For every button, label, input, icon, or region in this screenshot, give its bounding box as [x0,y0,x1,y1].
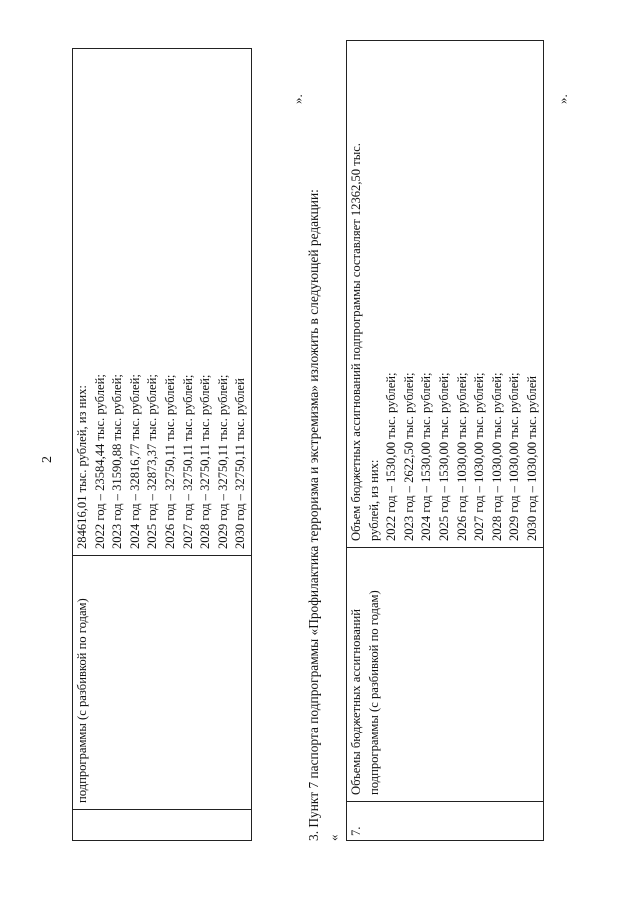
label-cell [73,556,252,810]
funding-table-continued [72,48,252,841]
value-cell [347,41,544,548]
year-line: 2027 год – 32750,11 тыс. рублей; [180,374,195,549]
year-line: 2029 год – 1030,00 тыс. рублей; [507,372,522,541]
year-line: 2029 год – 32750,11 тыс. рублей; [215,374,230,549]
total-text: рублей, из них: [366,459,381,541]
year-line: 2025 год – 1530,00 тыс. рублей; [436,372,451,541]
label-text: подпрограммы (с разбивкой по годам) [75,598,89,803]
row-number: 7. [349,826,363,836]
number-cell [73,810,252,841]
year-line: 2022 год – 1530,00 тыс. рублей; [384,372,399,541]
year-line: 2028 год – 32750,11 тыс. рублей; [198,374,213,549]
total-text: Объем бюджетных ассигнований подпрограммы составляет 12362,50 тыс. [349,143,363,541]
value-cell [73,49,252,556]
year-line: 2024 год – 1530,00 тыс. рублей; [419,372,434,541]
year-line: 2023 год – 2622,50 тыс. рублей; [401,372,416,541]
amendment-paragraph: 3. Пункт 7 паспорта подпрограммы «Профилактика терроризма и экстремизма» изложить в следующей редакции: [306,189,321,841]
year-line: 2028 год – 1030,00 тыс. рублей; [489,372,504,541]
funding-table-new [346,40,544,841]
closing-quote: ». [290,94,305,104]
label-text: Объемы бюджетных ассигнований [349,608,363,795]
label-text: подпрограммы (с разбивкой по годам) [366,590,381,795]
year-line: 2024 год – 32816,77 тыс. рублей; [127,374,142,549]
label-cell [347,548,544,802]
year-line: 2026 год – 1030,00 тыс. рублей; [454,372,469,541]
opening-quote: « [326,834,341,841]
year-line: 2023 год – 31590,88 тыс. рублей; [110,374,125,549]
closing-quote: ». [555,94,570,104]
page-number: 2 [40,456,55,463]
year-line: 2026 год – 32750,11 тыс. рублей; [162,374,177,549]
year-line: 2022 год – 23584,44 тыс. рублей; [92,374,107,549]
year-line: 2030 год – 32750,11 тыс. рублей [233,378,248,549]
year-line: 2027 год – 1030,00 тыс. рублей; [472,372,487,541]
year-line: 2030 год – 1030,00 тыс. рублей [524,375,539,541]
year-line: 2025 год – 32873,37 тыс. рублей; [145,374,160,549]
total-text: 284616,01 тыс. рублей, из них: [75,385,89,549]
table-row [347,41,544,841]
table-row [73,49,252,841]
number-cell [347,802,544,841]
